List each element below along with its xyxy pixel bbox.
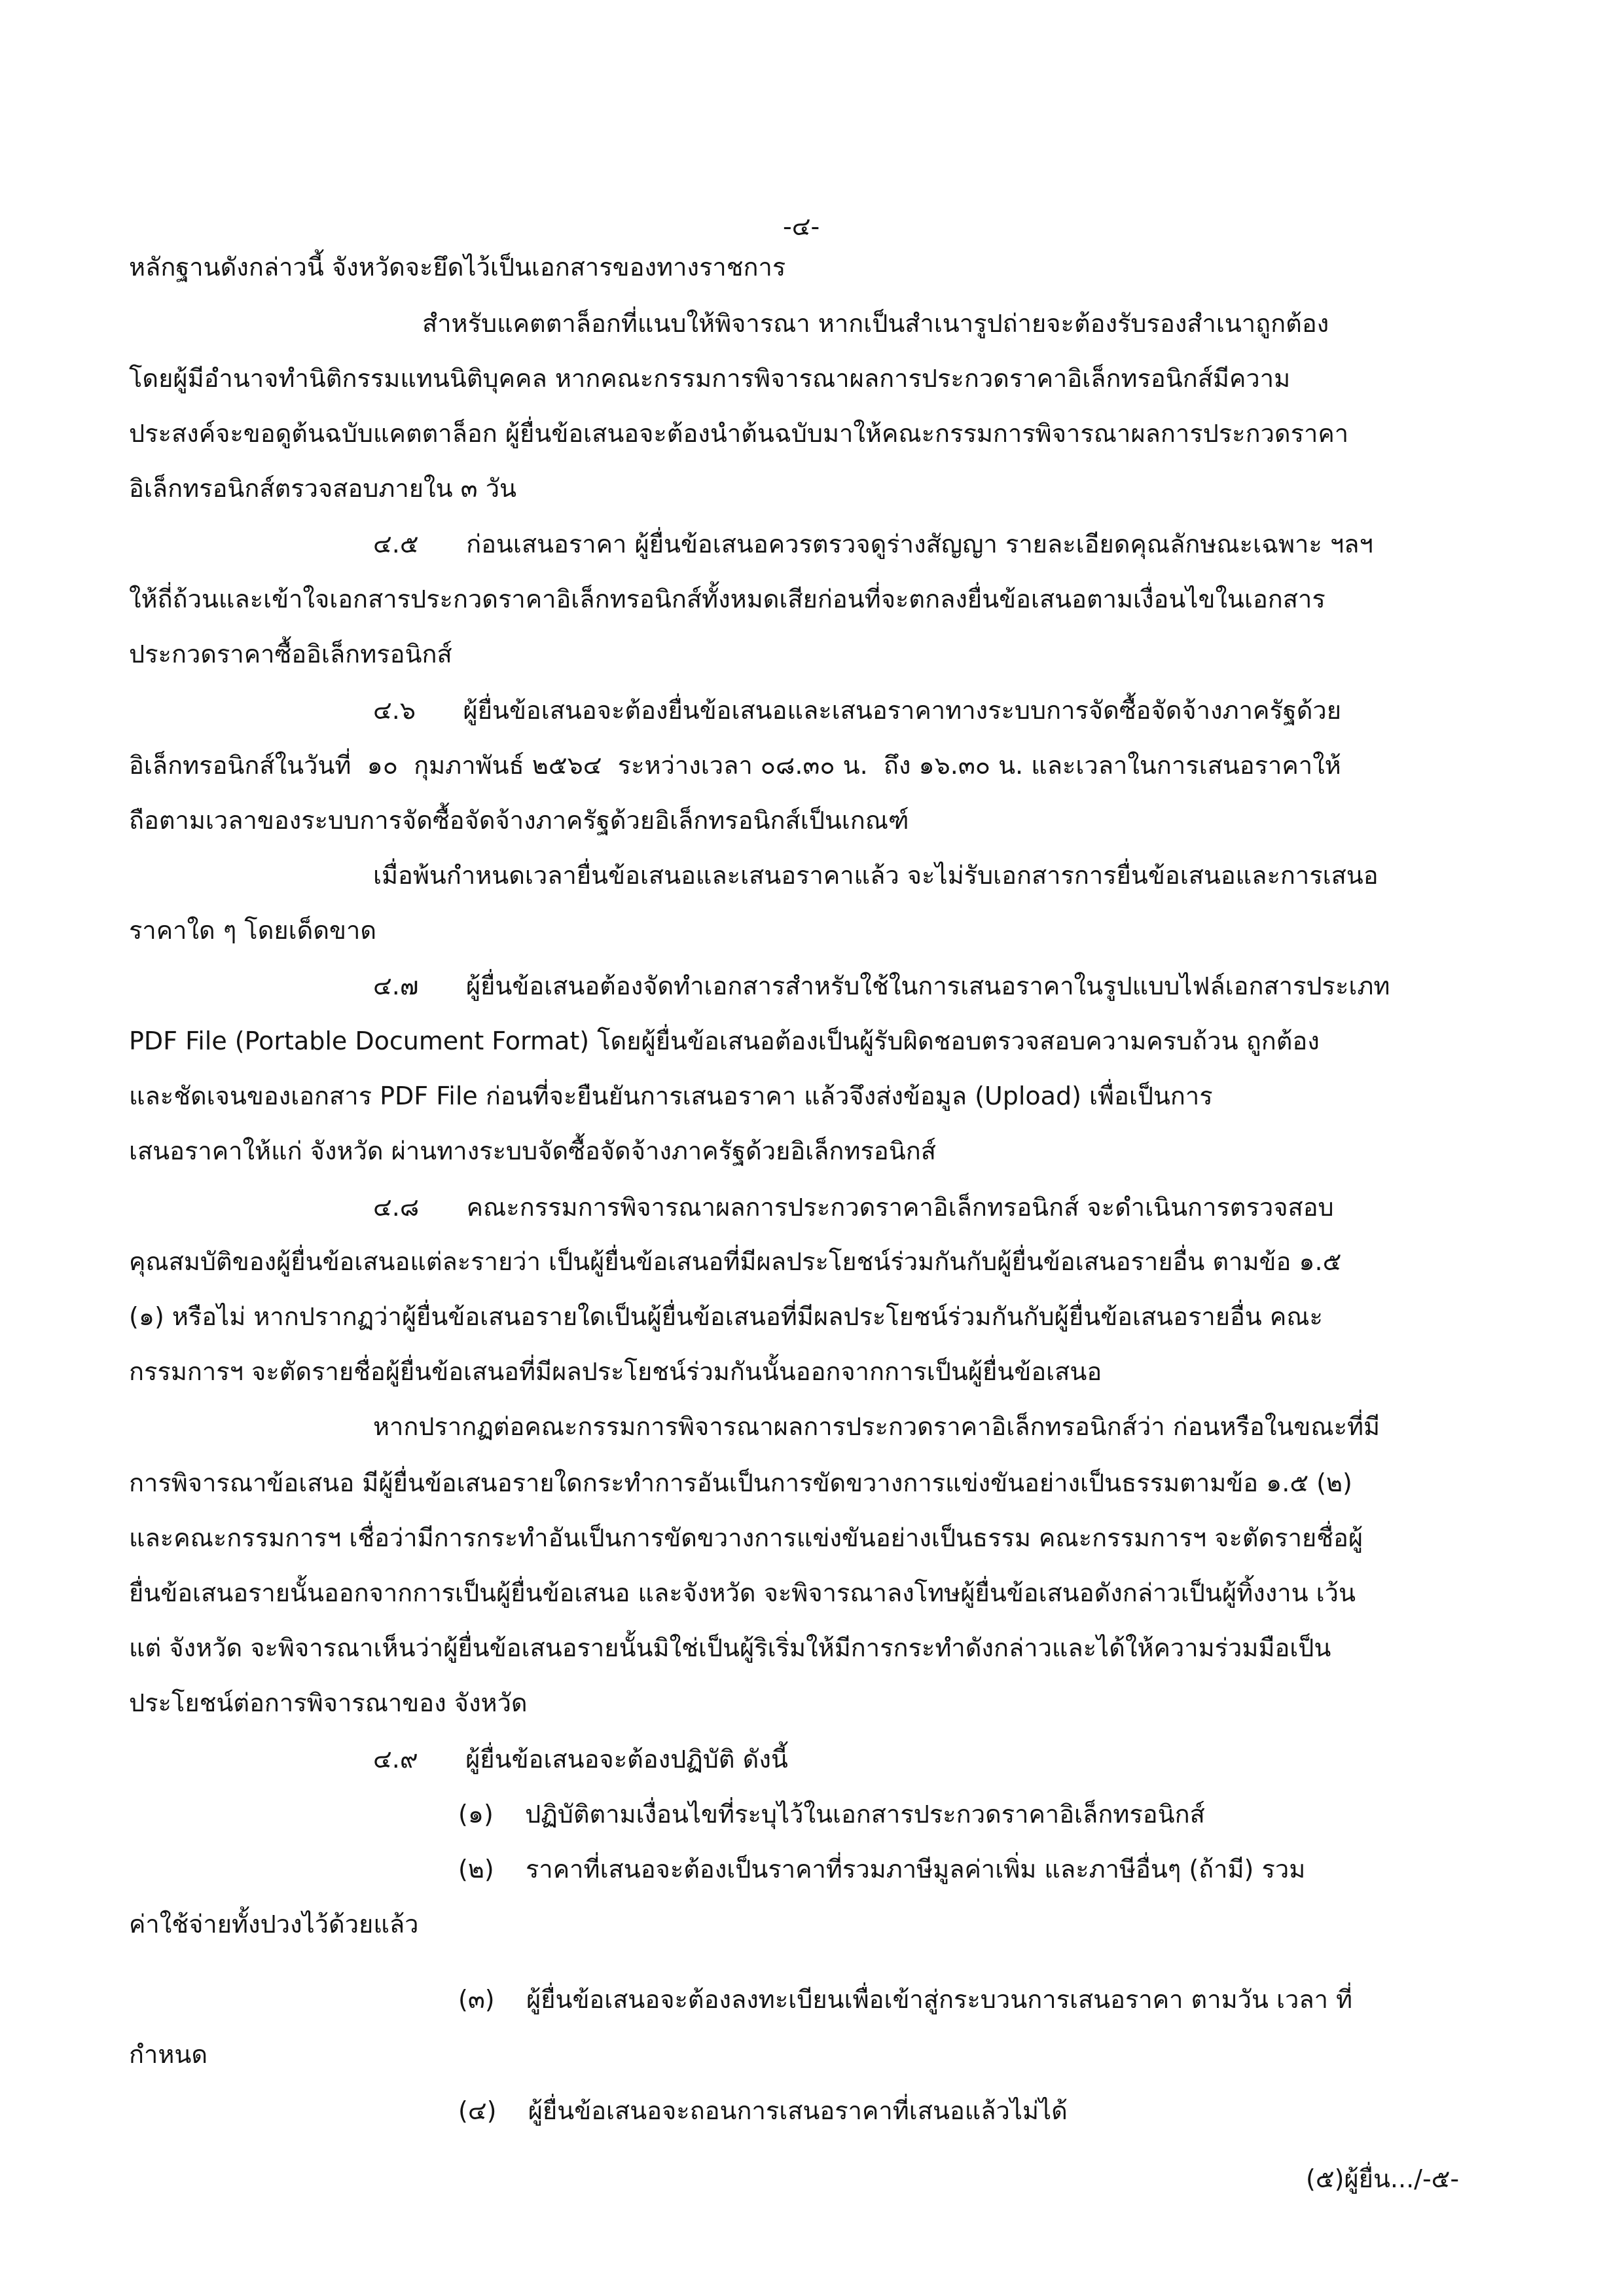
- body-line: กรรมการฯ จะตัดรายชื่อผู้ยื่นข้อเสนอที่มีผลประโยชน์ร่วมกันนั้นออกจากการเป็นผู้ยื่นข้อเสนอ: [129, 1357, 1102, 1386]
- body-line: คุณสมบัติของผู้ยื่นข้อเสนอแต่ละรายว่า เป็นผู้ยื่นข้อเสนอที่มีผลประโยชน์ร่วมกันกับผู้ยื่นข้อเสนอรายอื่น ตามข้อ ๑.๕: [129, 1247, 1342, 1276]
- list-item-2: (๒) ราคาที่เสนอจะต้องเป็นราคาที่รวมภาษีมูลค่าเพิ่ม และภาษีอื่นๆ (ถ้ามี) รวม: [458, 1855, 1306, 1884]
- section-4-6: ๔.๖ ผู้ยื่นข้อเสนอจะต้องยื่นข้อเสนอและเสนอราคาทางระบบการจัดซื้อจัดจ้างภาครัฐด้วย: [373, 696, 1342, 725]
- body-line: และคณะกรรมการฯ เชื่อว่ามีการกระทำอันเป็นการขัดขวางการแข่งขันอย่างเป็นธรรม คณะกรรมการฯ จะตัดรายชื่อผู้: [129, 1523, 1363, 1552]
- body-line: เสนอราคาให้แก่ จังหวัด ผ่านทางระบบจัดซื้อจัดจ้างภาครัฐด้วยอิเล็กทรอนิกส์: [129, 1137, 936, 1165]
- section-4-7: ๔.๗ ผู้ยื่นข้อเสนอต้องจัดทำเอกสารสำหรับใช้ในการเสนอราคาในรูปแบบไฟล์เอกสารประเภท: [373, 972, 1390, 1000]
- section-4-9: ๔.๙ ผู้ยื่นข้อเสนอจะต้องปฏิบัติ ดังนี้: [373, 1745, 788, 1774]
- body-line: อิเล็กทรอนิกส์ในวันที่ ๑๐ กุมภาพันธ์ ๒๕๖๔ ระหว่างเวลา ๐๘.๓๐ น. ถึง ๑๖.๓๐ น. และเวลาในการเสนอราคาให้: [129, 751, 1341, 780]
- continuation-note: (๕)ผู้ยื่น.../-๕-: [1306, 2164, 1460, 2193]
- section-4-5: ๔.๕ ก่อนเสนอราคา ผู้ยื่นข้อเสนอควรตรวจดูร่างสัญญา รายละเอียดคุณลักษณะเฉพาะ ฯลฯ: [373, 530, 1373, 558]
- body-line: ราคาใด ๆ โดยเด็ดขาด: [129, 916, 376, 945]
- body-line: อิเล็กทรอนิกส์ตรวจสอบภายใน ๓ วัน: [129, 474, 517, 503]
- body-line: ค่าใช้จ่ายทั้งปวงไว้ด้วยแล้ว: [129, 1910, 419, 1939]
- body-line: PDF File (Portable Document Format) โดยผู้ยื่นข้อเสนอต้องเป็นผู้รับผิดชอบตรวจสอบความครบถ้วน ถูกต้อง: [129, 1027, 1320, 1055]
- body-line: ถือตามเวลาของระบบการจัดซื้อจัดจ้างภาครัฐด้วยอิเล็กทรอนิกส์เป็นเกณฑ์: [129, 806, 909, 835]
- section-4-8: ๔.๘ คณะกรรมการพิจารณาผลการประกวดราคาอิเล็กทรอนิกส์ จะดำเนินการตรวจสอบ: [373, 1193, 1334, 1222]
- list-item-3: (๓) ผู้ยื่นข้อเสนอจะต้องลงทะเบียนเพื่อเข้าสู่กระบวนการเสนอราคา ตามวัน เวลา ที่: [458, 1985, 1353, 2014]
- body-line: ประโยชน์ต่อการพิจารณาของ จังหวัด: [129, 1688, 528, 1717]
- list-item-1: (๑) ปฏิบัติตามเงื่อนไขที่ระบุไว้ในเอกสารประกวดราคาอิเล็กทรอนิกส์: [458, 1800, 1205, 1829]
- list-item-4: (๔) ผู้ยื่นข้อเสนอจะถอนการเสนอราคาที่เสนอแล้วไม่ได้: [458, 2096, 1068, 2125]
- body-line: สำหรับแคตตาล็อกที่แนบให้พิจารณา หากเป็นสำเนารูปถ่ายจะต้องรับรองสำเนาถูกต้อง: [422, 309, 1329, 338]
- body-line: ประกวดราคาซื้ออิเล็กทรอนิกส์: [129, 640, 452, 668]
- body-line: โดยผู้มีอำนาจทำนิติกรรมแทนนิติบุคคล หากคณะกรรมการพิจารณาผลการประกวดราคาอิเล็กทรอนิกส์มีความ: [129, 364, 1291, 393]
- page-number: -๔-: [783, 212, 820, 241]
- body-line: ให้ถี่ถ้วนและเข้าใจเอกสารประกวดราคาอิเล็กทรอนิกส์ทั้งหมดเสียก่อนที่จะตกลงยื่นข้อเสนอตามเงื่อนไขในเอกสาร: [129, 585, 1326, 613]
- body-line: หากปรากฏต่อคณะกรรมการพิจารณาผลการประกวดราคาอิเล็กทรอนิกส์ว่า ก่อนหรือในขณะที่มี: [373, 1412, 1380, 1441]
- body-line: และชัดเจนของเอกสาร PDF File ก่อนที่จะยืนยันการเสนอราคา แล้วจึงส่งข้อมูล (Upload) เพื่อเป็นการ: [129, 1082, 1213, 1110]
- body-line: ประสงค์จะขอดูต้นฉบับแคตตาล็อก ผู้ยื่นข้อเสนอจะต้องนำต้นฉบับมาให้คณะกรรมการพิจารณาผลการประกวดราคา: [129, 419, 1349, 448]
- body-line: เมื่อพ้นกำหนดเวลายื่นข้อเสนอและเสนอราคาแล้ว จะไม่รับเอกสารการยื่นข้อเสนอและการเสนอ: [373, 861, 1379, 890]
- body-line: แต่ จังหวัด จะพิจารณาเห็นว่าผู้ยื่นข้อเสนอรายนั้นมิใช่เป็นผู้ริเริ่มให้มีการกระทำดังกล่าวและได้ให้ความร่วมมือเป็น: [129, 1633, 1331, 1662]
- body-line: การพิจารณาข้อเสนอ มีผู้ยื่นข้อเสนอรายใดกระทำการอันเป็นการขัดขวางการแข่งขันอย่างเป็นธรรมตามข้อ ๑.๕ (๒): [129, 1468, 1352, 1497]
- body-line: ยื่นข้อเสนอรายนั้นออกจากการเป็นผู้ยื่นข้อเสนอ และจังหวัด จะพิจารณาลงโทษผู้ยื่นข้อเสนอดังกล่าวเป็นผู้ทิ้งงาน เว้น: [129, 1578, 1356, 1607]
- body-line: กำหนด: [129, 2040, 208, 2069]
- body-line: (๑) หรือไม่ หากปรากฏว่าผู้ยื่นข้อเสนอรายใดเป็นผู้ยื่นข้อเสนอที่มีผลประโยชน์ร่วมกันกับผู้ยื่นข้อเสนอรายอื่น คณะ: [129, 1302, 1323, 1331]
- body-line: หลักฐานดังกล่าวนี้ จังหวัดจะยึดไว้เป็นเอกสารของทางราชการ: [129, 253, 786, 282]
